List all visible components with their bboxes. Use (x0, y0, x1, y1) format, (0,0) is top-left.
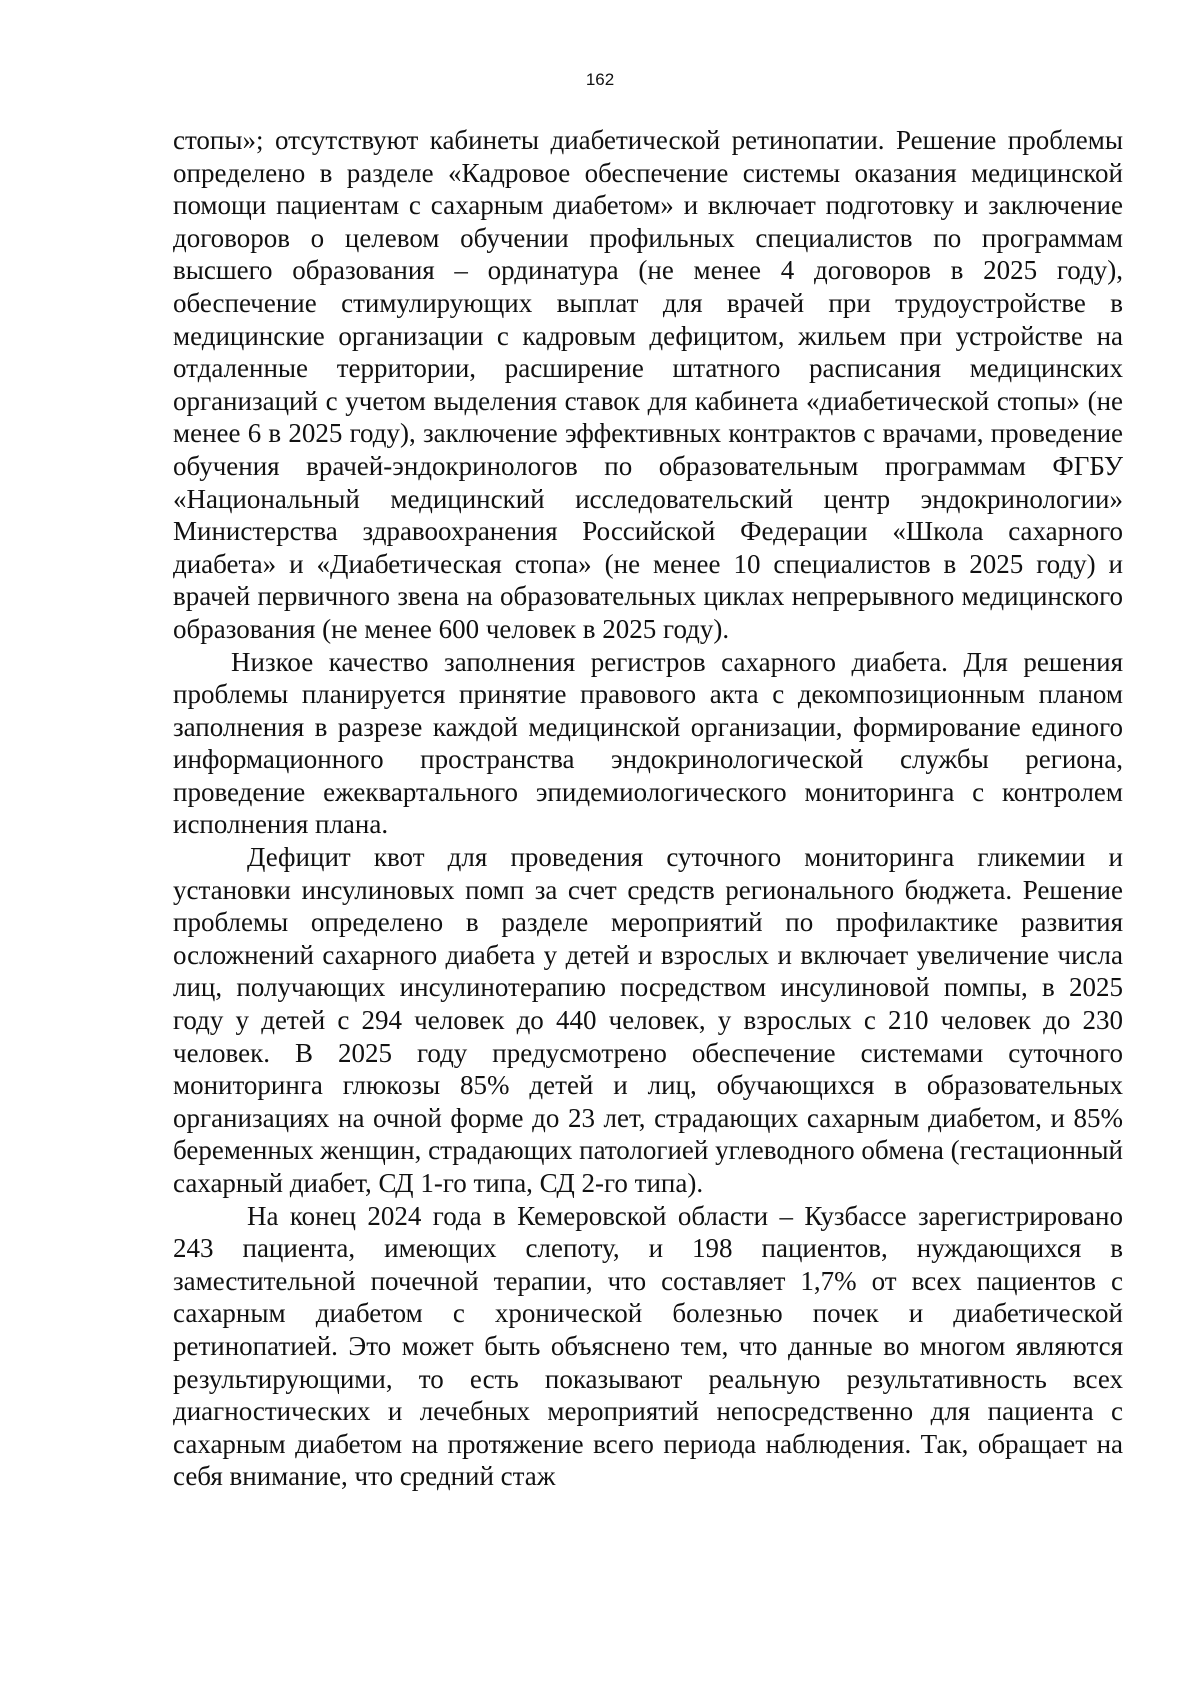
document-body (173, 124, 1123, 1493)
paragraph-quotas: Дефицит квот для проведения суточного мониторинга гликемии и установки инсулиновых помп за счет средств регионального бюджета. Решение проблемы определено в разделе мероприятий по профилактике развития осложнений сахарного диабета у детей и взрослых и включает увеличение числа лиц, получающих инсулинотерапию посредством инсулиновой помпы, в 2025 году у детей с 294 человек до 440 человек, у взрослых с 210 человек до 230 человек. В 2025 году предусмотрено обеспечение системами суточного мониторинга глюкозы 85% детей и лиц, обучающихся в образовательных организациях на очной форме до 23 лет, страдающих сахарным диабетом, и 85% беременных женщин, страдающих патологией углеводного обмена (гестационный сахарный диабет, СД 1-го типа, СД 2-го типа). (173, 842, 1123, 1198)
paragraph-registers: Низкое качество заполнения регистров сахарного диабета. Для решения проблемы планируется принятие правового акта с декомпозиционным планом заполнения в разрезе каждой медицинской организации, формирование единого информационного пространства эндокринологической службы региона, проведение ежеквартального эпидемиологического мониторинга с контролем исполнения плана. (173, 646, 1123, 840)
paragraph-staffing: стопы»; отсутствуют кабинеты диабетической ретинопатии. Решение проблемы определено в разделе «Кадровое обеспечение системы оказания медицинской помощи пациентам с сахарным диабетом» и включает подготовку и заключение договоров о целевом обучении профильных специалистов по программам высшего образования – ординатура (не менее 4 договоров в 2025 году), обеспечение стимулирующих выплат для врачей при трудоустройстве в медицинские организации с кадровым дефицитом, жильем при устройстве на отдаленные территории, расширение штатного расписания медицинских организаций с учетом выделения ставок для кабинета «диабетической стопы» (не менее 6 в 2025 году), заключение эффективных контрактов с врачами, проведение обучения врачей-эндокринологов по образовательным программам ФГБУ «Национальный медицинский исследовательский центр эндокринологии» Министерства здравоохранения Российской Федерации «Школа сахарного диабета» и «Диабетическая стопа» (не менее 10 специалистов в 2025 году) и врачей первичного звена на образовательных циклах непрерывного медицинского образования (не менее 600 человек в 2025 году). (173, 125, 1123, 644)
paragraph-kuzbass-statistics: На конец 2024 года в Кемеровской области – Кузбассе зарегистрировано 243 пациента, имеющих слепоту, и 198 пациентов, нуждающихся в заместительной почечной терапии, что составляет 1,7% от всех пациентов с сахарным диабетом с хронической болезнью почек и диабетической ретинопатией. Это может быть объяснено тем, что данные во многом являются результирующими, то есть показывают реальную результативность всех диагностических и лечебных мероприятий непосредственно для пациента с сахарным диабетом на протяжение всего периода наблюдения. Так, обращает на себя внимание, что средний стаж (173, 1200, 1123, 1492)
page-number: 162 (585, 70, 615, 89)
